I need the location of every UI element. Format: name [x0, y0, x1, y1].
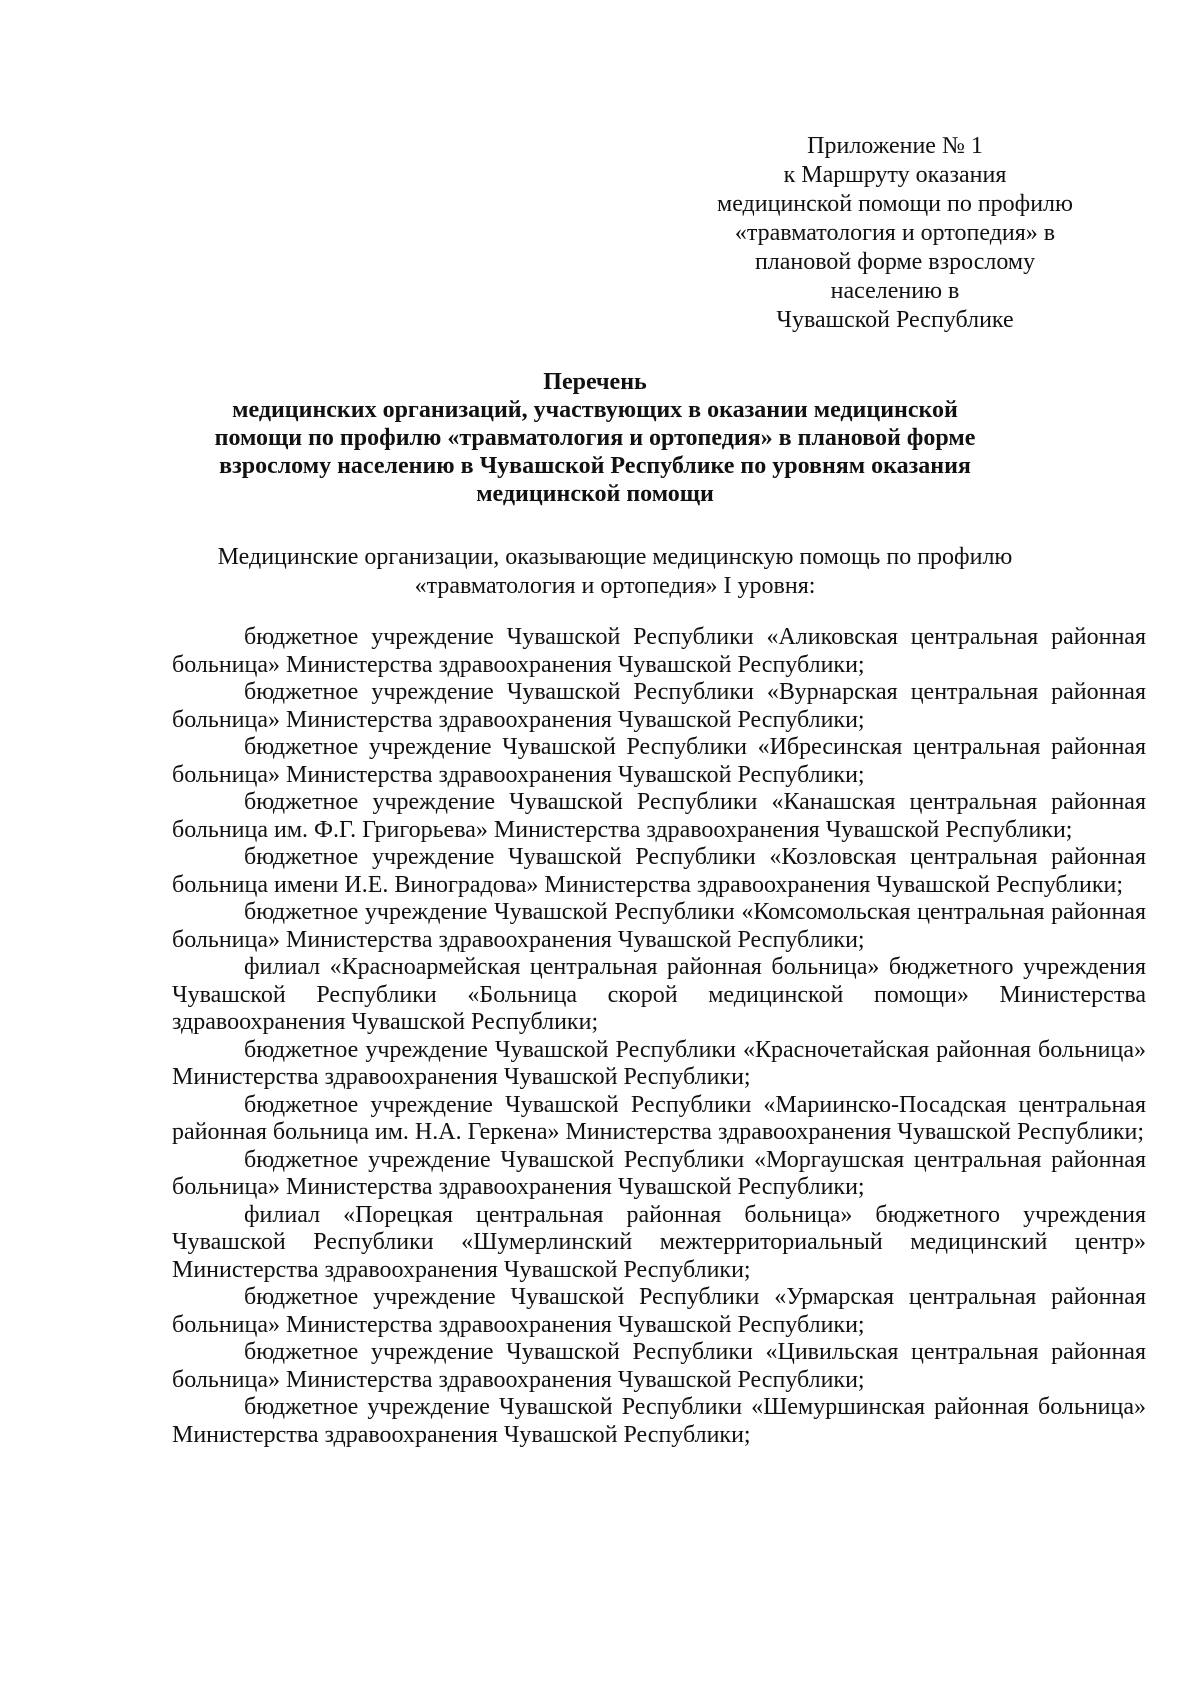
appendix-line: Чувашской Республике — [776, 307, 1014, 333]
organization-item: филиал «Красноармейская центральная районная больница» бюджетного учреждения Чувашской Республики «Больница скорой медицинской помощи» Министерства здравоохранения Чувашской Республики; — [172, 954, 1146, 1035]
document-subtitle: медицинских организаций, участвующих в оказании медицинской помощи по профилю «травматология и ортопедия» в плановой форме взрослому населению в Чувашской Республике по уровням оказания медицинской помощи — [214, 397, 976, 507]
organization-item: бюджетное учреждение Чувашской Республики «Канашская центральная районная больница им. Ф.Г. Григорьева» Министерства здравоохранения Чувашской Республики; — [172, 789, 1146, 843]
organization-item: бюджетное учреждение Чувашской Республики «Урмарская центральная районная больница» Министерства здравоохранения Чувашской Республики; — [172, 1284, 1146, 1338]
appendix-line: медицинской помощи по профилю — [717, 191, 1073, 217]
organization-item: бюджетное учреждение Чувашской Республики «Моргаушская центральная районная больница» Министерства здравоохранения Чувашской Республики; — [172, 1146, 1146, 1200]
organization-list — [172, 624, 1146, 1449]
organization-item: бюджетное учреждение Чувашской Республики «Аликовская центральная районная больница» Министерства здравоохранения Чувашской Республики; — [172, 624, 1146, 678]
organization-item: бюджетное учреждение Чувашской Республики «Шемуршинская районная больница» Министерства здравоохранения Чувашской Республики; — [172, 1394, 1146, 1448]
organization-item: бюджетное учреждение Чувашской Республики «Красночетайская районная больница» Министерства здравоохранения Чувашской Республики; — [172, 1036, 1146, 1090]
organization-item: бюджетное учреждение Чувашской Республики «Ибресинская центральная районная больница» Министерства здравоохранения Чувашской Республики; — [172, 734, 1146, 788]
organization-item: бюджетное учреждение Чувашской Республики «Комсомольская центральная районная больница» Министерства здравоохранения Чувашской Республики; — [172, 899, 1146, 953]
appendix-line: плановой форме взрослому — [754, 249, 1036, 275]
document-title: Перечень — [543, 369, 647, 395]
appendix-line: к Маршруту оказания — [783, 162, 1007, 188]
organization-item: бюджетное учреждение Чувашской Республики «Вурнарская центральная районная больница» Министерства здравоохранения Чувашской Республики; — [172, 679, 1146, 733]
document-heading — [190, 368, 1000, 508]
level-intro: Медицинские организации, оказывающие медицинскую помощь по профилю «травматология и ортопедия» I уровня: — [217, 544, 1013, 599]
organization-item: бюджетное учреждение Чувашской Республики «Цивильская центральная районная больница» Министерства здравоохранения Чувашской Республики; — [172, 1339, 1146, 1393]
organization-item: бюджетное учреждение Чувашской Республики «Козловская центральная районная больница имени И.Е. Виноградова» Министерства здравоохранения Чувашской Республики; — [172, 844, 1146, 898]
organization-item: бюджетное учреждение Чувашской Республики «Мариинско-Посадская центральная районная больница им. Н.А. Геркена» Министерства здравоохранения Чувашской Республики; — [172, 1091, 1146, 1145]
appendix-line: населению в — [830, 278, 960, 304]
appendix-line: Приложение № 1 — [807, 133, 983, 159]
organization-item: филиал «Порецкая центральная районная больница» бюджетного учреждения Чувашской Республики «Шумерлинский межтерриториальный медицинский центр» Министерства здравоохранения Чувашской Республики; — [172, 1201, 1146, 1283]
appendix-line: «травматология и ортопедия» в — [734, 220, 1056, 246]
appendix-block — [700, 132, 1090, 335]
